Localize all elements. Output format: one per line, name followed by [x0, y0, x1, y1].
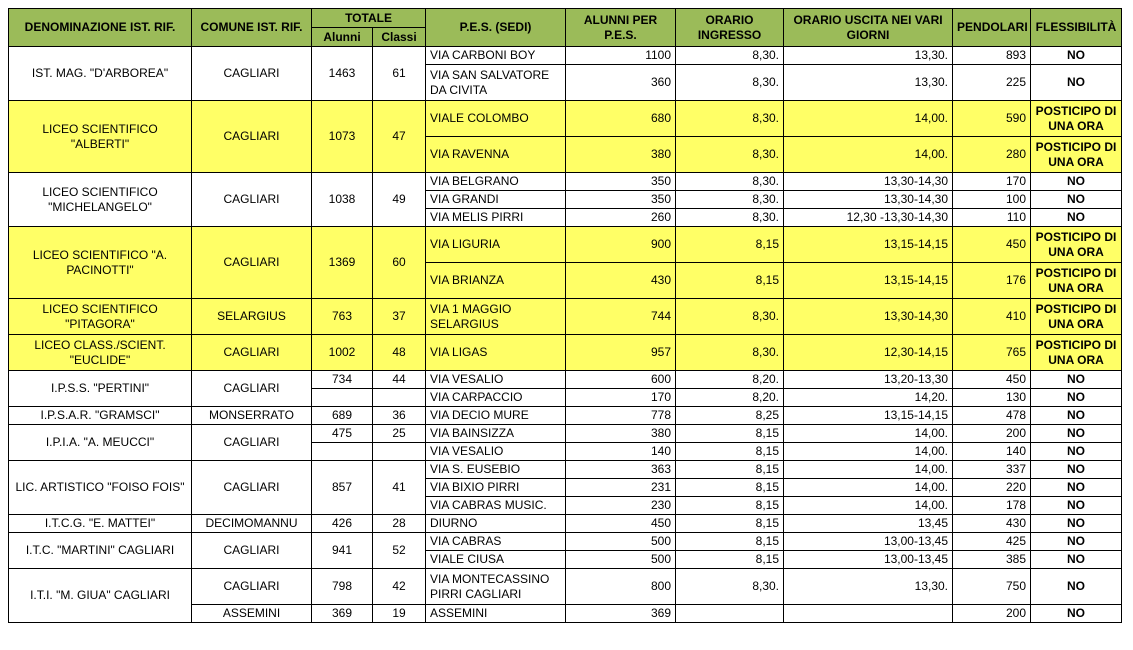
flessibilita-cell: POSTICIPO DI UNA ORA	[1031, 227, 1122, 263]
alunni-total-cell: 1073	[312, 101, 373, 173]
pes-cell: VIALE CIUSA	[426, 551, 566, 569]
alunni-pes-cell: 450	[566, 515, 676, 533]
orario-uscita-cell: 13,15-14,15	[784, 263, 953, 299]
classi-total-cell: 52	[373, 533, 426, 569]
alunni-total-cell: 941	[312, 533, 373, 569]
orario-uscita-cell: 13,30.	[784, 65, 953, 101]
pendolari-cell: 893	[953, 47, 1031, 65]
flessibilita-cell: NO	[1031, 569, 1122, 605]
alunni-pes-cell: 430	[566, 263, 676, 299]
classi-total-cell	[373, 389, 426, 407]
institute-name: IST. MAG. "D'ARBOREA"	[9, 47, 192, 101]
header-orario-uscita: ORARIO USCITA NEI VARI GIORNI	[784, 9, 953, 47]
pendolari-cell: 200	[953, 605, 1031, 623]
orario-ingresso-cell: 8,30.	[676, 173, 784, 191]
header-denominazione: DENOMINAZIONE IST. RIF.	[9, 9, 192, 47]
pendolari-cell: 100	[953, 191, 1031, 209]
table-body	[9, 47, 1122, 623]
pendolari-cell: 176	[953, 263, 1031, 299]
orario-ingresso-cell: 8,15	[676, 461, 784, 479]
alunni-pes-cell: 260	[566, 209, 676, 227]
pendolari-cell: 450	[953, 371, 1031, 389]
flessibilita-cell: NO	[1031, 515, 1122, 533]
orario-uscita-cell: 13,30.	[784, 47, 953, 65]
classi-total-cell: 37	[373, 299, 426, 335]
flessibilita-cell: NO	[1031, 191, 1122, 209]
flessibilita-cell: POSTICIPO DI UNA ORA	[1031, 299, 1122, 335]
pes-cell: VIA S. EUSEBIO	[426, 461, 566, 479]
orario-ingresso-cell: 8,15	[676, 263, 784, 299]
pendolari-cell: 750	[953, 569, 1031, 605]
pes-cell: VIA DECIO MURE	[426, 407, 566, 425]
pes-cell: VIA 1 MAGGIO SELARGIUS	[426, 299, 566, 335]
alunni-total-cell: 857	[312, 461, 373, 515]
pes-cell: VIA CABRAS	[426, 533, 566, 551]
orario-ingresso-cell: 8,25	[676, 407, 784, 425]
alunni-pes-cell: 350	[566, 173, 676, 191]
comune-cell: CAGLIARI	[192, 173, 312, 227]
orario-ingresso-cell: 8,15	[676, 497, 784, 515]
orario-ingresso-cell: 8,30.	[676, 335, 784, 371]
flessibilita-cell: NO	[1031, 65, 1122, 101]
flessibilita-cell: NO	[1031, 371, 1122, 389]
comune-cell: DECIMOMANNU	[192, 515, 312, 533]
classi-total-cell: 48	[373, 335, 426, 371]
header-flessibilita: FLESSIBILITÀ	[1031, 9, 1122, 47]
orario-ingresso-cell: 8,15	[676, 533, 784, 551]
flessibilita-cell: POSTICIPO DI UNA ORA	[1031, 263, 1122, 299]
classi-total-cell	[373, 443, 426, 461]
table-row	[9, 569, 1122, 605]
alunni-pes-cell: 140	[566, 443, 676, 461]
orario-ingresso-cell: 8,30.	[676, 569, 784, 605]
header-classi: Classi	[373, 28, 426, 47]
flessibilita-cell: POSTICIPO DI UNA ORA	[1031, 137, 1122, 173]
orario-uscita-cell: 13,30-14,30	[784, 299, 953, 335]
classi-total-cell: 61	[373, 47, 426, 101]
orario-ingresso-cell: 8,30.	[676, 209, 784, 227]
alunni-pes-cell: 500	[566, 533, 676, 551]
alunni-total-cell: 1038	[312, 173, 373, 227]
classi-total-cell: 49	[373, 173, 426, 227]
comune-cell: CAGLIARI	[192, 461, 312, 515]
alunni-pes-cell: 380	[566, 425, 676, 443]
orario-ingresso-cell	[676, 605, 784, 623]
orario-ingresso-cell: 8,20.	[676, 371, 784, 389]
flessibilita-cell: NO	[1031, 407, 1122, 425]
header-comune: COMUNE IST. RIF.	[192, 9, 312, 47]
orario-ingresso-cell: 8,15	[676, 443, 784, 461]
orario-uscita-cell: 14,20.	[784, 389, 953, 407]
pes-cell: VIA VESALIO	[426, 371, 566, 389]
flessibilita-cell: NO	[1031, 605, 1122, 623]
flessibilita-cell: NO	[1031, 551, 1122, 569]
orario-ingresso-cell: 8,30.	[676, 191, 784, 209]
classi-total-cell: 42	[373, 569, 426, 605]
alunni-total-cell: 734	[312, 371, 373, 389]
pes-cell: ASSEMINI	[426, 605, 566, 623]
orario-uscita-cell: 14,00.	[784, 443, 953, 461]
table-header	[9, 9, 1122, 47]
schools-table	[8, 8, 1122, 623]
pendolari-cell: 765	[953, 335, 1031, 371]
pendolari-cell: 450	[953, 227, 1031, 263]
pendolari-cell: 410	[953, 299, 1031, 335]
orario-uscita-cell: 13,30.	[784, 569, 953, 605]
pes-cell: VIA LIGAS	[426, 335, 566, 371]
comune-cell: MONSERRATO	[192, 407, 312, 425]
header-totale: TOTALE	[312, 9, 426, 28]
alunni-pes-cell: 500	[566, 551, 676, 569]
orario-ingresso-cell: 8,30.	[676, 101, 784, 137]
header-orario-ingresso: ORARIO INGRESSO	[676, 9, 784, 47]
comune-cell: CAGLIARI	[192, 335, 312, 371]
orario-uscita-cell	[784, 605, 953, 623]
pendolari-cell: 220	[953, 479, 1031, 497]
institute-name: LICEO SCIENTIFICO "PITAGORA"	[9, 299, 192, 335]
orario-uscita-cell: 14,00.	[784, 461, 953, 479]
orario-uscita-cell: 14,00.	[784, 425, 953, 443]
table-row	[9, 407, 1122, 425]
pes-cell: VIA CARPACCIO	[426, 389, 566, 407]
pendolari-cell: 430	[953, 515, 1031, 533]
pendolari-cell: 337	[953, 461, 1031, 479]
header-alunni: Alunni	[312, 28, 373, 47]
flessibilita-cell: NO	[1031, 461, 1122, 479]
orario-uscita-cell: 13,20-13,30	[784, 371, 953, 389]
orario-ingresso-cell: 8,30.	[676, 137, 784, 173]
pes-cell: VIA SAN SALVATORE DA CIVITA	[426, 65, 566, 101]
header-pes: P.E.S. (SEDI)	[426, 9, 566, 47]
flessibilita-cell: POSTICIPO DI UNA ORA	[1031, 101, 1122, 137]
comune-cell: CAGLIARI	[192, 425, 312, 461]
table-row	[9, 299, 1122, 335]
alunni-total-cell: 798	[312, 569, 373, 605]
classi-total-cell: 25	[373, 425, 426, 443]
orario-ingresso-cell: 8,15	[676, 551, 784, 569]
classi-total-cell: 41	[373, 461, 426, 515]
orario-uscita-cell: 14,00.	[784, 101, 953, 137]
orario-ingresso-cell: 8,30.	[676, 47, 784, 65]
schools-table-container	[8, 8, 1122, 623]
pes-cell: VIA GRANDI	[426, 191, 566, 209]
pes-cell: VIA CARBONI BOY	[426, 47, 566, 65]
orario-ingresso-cell: 8,15	[676, 479, 784, 497]
flessibilita-cell: NO	[1031, 389, 1122, 407]
alunni-total-cell: 475	[312, 425, 373, 443]
alunni-pes-cell: 800	[566, 569, 676, 605]
alunni-pes-cell: 350	[566, 191, 676, 209]
comune-cell: CAGLIARI	[192, 533, 312, 569]
institute-name: LICEO SCIENTIFICO "ALBERTI"	[9, 101, 192, 173]
institute-name: I.P.S.S. "PERTINI"	[9, 371, 192, 407]
pes-cell: DIURNO	[426, 515, 566, 533]
alunni-total-cell: 369	[312, 605, 373, 623]
table-row	[9, 227, 1122, 263]
alunni-total-cell: 1002	[312, 335, 373, 371]
header-alunni-pes: ALUNNI PER P.E.S.	[566, 9, 676, 47]
pendolari-cell: 425	[953, 533, 1031, 551]
classi-total-cell: 44	[373, 371, 426, 389]
orario-ingresso-cell: 8,15	[676, 425, 784, 443]
pendolari-cell: 478	[953, 407, 1031, 425]
flessibilita-cell: NO	[1031, 443, 1122, 461]
pes-cell: VIA BIXIO PIRRI	[426, 479, 566, 497]
institute-name: LICEO CLASS./SCIENT. "EUCLIDE"	[9, 335, 192, 371]
orario-uscita-cell: 13,15-14,15	[784, 227, 953, 263]
orario-uscita-cell: 14,00.	[784, 137, 953, 173]
pes-cell: VIA BRIANZA	[426, 263, 566, 299]
alunni-pes-cell: 170	[566, 389, 676, 407]
alunni-total-cell: 1463	[312, 47, 373, 101]
table-row	[9, 425, 1122, 443]
flessibilita-cell: NO	[1031, 47, 1122, 65]
pes-cell: VIA RAVENNA	[426, 137, 566, 173]
institute-name: I.T.I. "M. GIUA" CAGLIARI	[9, 569, 192, 623]
comune-cell: SELARGIUS	[192, 299, 312, 335]
table-row	[9, 371, 1122, 389]
orario-uscita-cell: 13,30-14,30	[784, 191, 953, 209]
flessibilita-cell: POSTICIPO DI UNA ORA	[1031, 335, 1122, 371]
table-row	[9, 335, 1122, 371]
institute-name: I.T.C. "MARTINI" CAGLIARI	[9, 533, 192, 569]
pes-cell: VIALE COLOMBO	[426, 101, 566, 137]
pendolari-cell: 130	[953, 389, 1031, 407]
flessibilita-cell: NO	[1031, 497, 1122, 515]
institute-name: LICEO SCIENTIFICO "MICHELANGELO"	[9, 173, 192, 227]
classi-total-cell: 47	[373, 101, 426, 173]
pes-cell: VIA MELIS PIRRI	[426, 209, 566, 227]
orario-ingresso-cell: 8,15	[676, 515, 784, 533]
comune-cell: ASSEMINI	[192, 605, 312, 623]
alunni-pes-cell: 1100	[566, 47, 676, 65]
flessibilita-cell: NO	[1031, 479, 1122, 497]
classi-total-cell: 60	[373, 227, 426, 299]
alunni-total-cell: 1369	[312, 227, 373, 299]
table-row	[9, 515, 1122, 533]
institute-name: LICEO SCIENTIFICO "A. PACINOTTI"	[9, 227, 192, 299]
table-row	[9, 47, 1122, 65]
pendolari-cell: 225	[953, 65, 1031, 101]
comune-cell: CAGLIARI	[192, 227, 312, 299]
pendolari-cell: 385	[953, 551, 1031, 569]
pes-cell: VIA MONTECASSINO PIRRI CAGLIARI	[426, 569, 566, 605]
alunni-total-cell: 426	[312, 515, 373, 533]
pendolari-cell: 170	[953, 173, 1031, 191]
table-row	[9, 101, 1122, 137]
pes-cell: VIA VESALIO	[426, 443, 566, 461]
table-row	[9, 173, 1122, 191]
alunni-pes-cell: 680	[566, 101, 676, 137]
flessibilita-cell: NO	[1031, 425, 1122, 443]
flessibilita-cell: NO	[1031, 533, 1122, 551]
institute-name: LIC. ARTISTICO "FOISO FOIS"	[9, 461, 192, 515]
pendolari-cell: 200	[953, 425, 1031, 443]
pendolari-cell: 110	[953, 209, 1031, 227]
pendolari-cell: 590	[953, 101, 1031, 137]
pes-cell: VIA BAINSIZZA	[426, 425, 566, 443]
orario-ingresso-cell: 8,20.	[676, 389, 784, 407]
alunni-pes-cell: 360	[566, 65, 676, 101]
orario-uscita-cell: 13,00-13,45	[784, 533, 953, 551]
pes-cell: VIA CABRAS MUSIC.	[426, 497, 566, 515]
orario-uscita-cell: 14,00.	[784, 479, 953, 497]
pendolari-cell: 140	[953, 443, 1031, 461]
orario-ingresso-cell: 8,30.	[676, 65, 784, 101]
alunni-pes-cell: 380	[566, 137, 676, 173]
pendolari-cell: 280	[953, 137, 1031, 173]
orario-ingresso-cell: 8,15	[676, 227, 784, 263]
alunni-pes-cell: 231	[566, 479, 676, 497]
alunni-total-cell	[312, 389, 373, 407]
classi-total-cell: 36	[373, 407, 426, 425]
orario-uscita-cell: 12,30-14,15	[784, 335, 953, 371]
orario-uscita-cell: 13,00-13,45	[784, 551, 953, 569]
pendolari-cell: 178	[953, 497, 1031, 515]
comune-cell: CAGLIARI	[192, 101, 312, 173]
comune-cell: CAGLIARI	[192, 569, 312, 605]
alunni-pes-cell: 230	[566, 497, 676, 515]
alunni-pes-cell: 900	[566, 227, 676, 263]
comune-cell: CAGLIARI	[192, 371, 312, 407]
table-row	[9, 533, 1122, 551]
alunni-pes-cell: 744	[566, 299, 676, 335]
orario-ingresso-cell: 8,30.	[676, 299, 784, 335]
alunni-pes-cell: 369	[566, 605, 676, 623]
orario-uscita-cell: 12,30 -13,30-14,30	[784, 209, 953, 227]
classi-total-cell: 28	[373, 515, 426, 533]
header-pendolari: PENDOLARI	[953, 9, 1031, 47]
alunni-total-cell	[312, 443, 373, 461]
flessibilita-cell: NO	[1031, 209, 1122, 227]
flessibilita-cell: NO	[1031, 173, 1122, 191]
alunni-pes-cell: 957	[566, 335, 676, 371]
table-row	[9, 461, 1122, 479]
orario-uscita-cell: 13,30-14,30	[784, 173, 953, 191]
orario-uscita-cell: 13,45	[784, 515, 953, 533]
alunni-pes-cell: 363	[566, 461, 676, 479]
orario-uscita-cell: 13,15-14,15	[784, 407, 953, 425]
comune-cell: CAGLIARI	[192, 47, 312, 101]
alunni-pes-cell: 778	[566, 407, 676, 425]
institute-name: I.P.I.A. "A. MEUCCI"	[9, 425, 192, 461]
alunni-total-cell: 689	[312, 407, 373, 425]
alunni-total-cell: 763	[312, 299, 373, 335]
pes-cell: VIA BELGRANO	[426, 173, 566, 191]
classi-total-cell: 19	[373, 605, 426, 623]
institute-name: I.P.S.A.R. "GRAMSCI"	[9, 407, 192, 425]
institute-name: I.T.C.G. "E. MATTEI"	[9, 515, 192, 533]
orario-uscita-cell: 14,00.	[784, 497, 953, 515]
alunni-pes-cell: 600	[566, 371, 676, 389]
pes-cell: VIA LIGURIA	[426, 227, 566, 263]
